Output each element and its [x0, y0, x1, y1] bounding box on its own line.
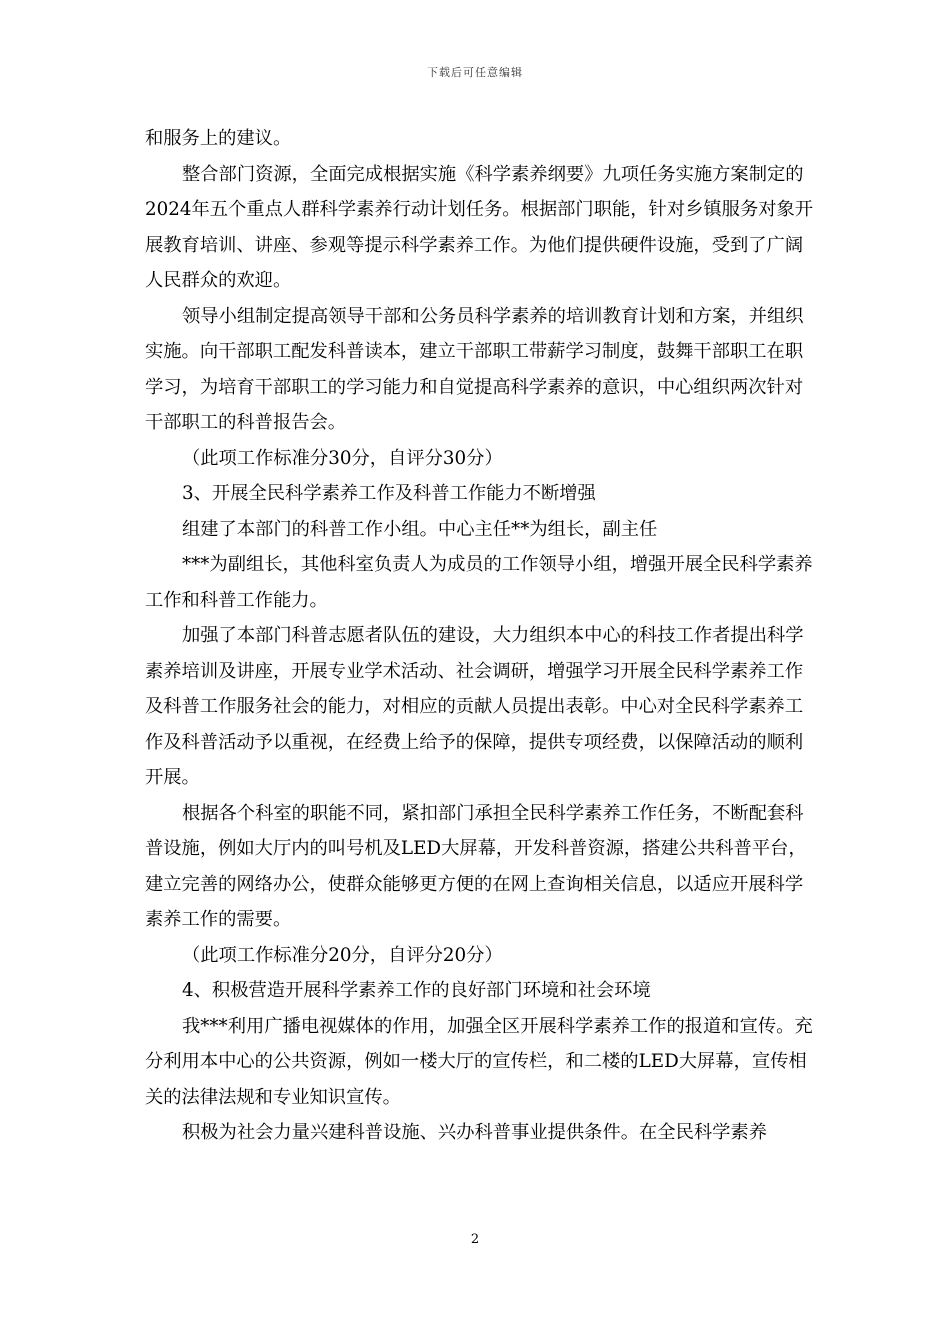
page-number: 2	[470, 1232, 480, 1247]
paragraph: 领导小组制定提高领导干部和公务员科学素养的培训教育计划和方案，并组织实施。向干部职工配发科普读本，建立干部职工带薪学习制度，鼓舞干部职工在职学习，为培育干部职工的学习能力和自觉提高科学素养的意识，中心组织两次针对干部职工的科普报告会。	[145, 305, 804, 433]
section-heading: 4、积极营造开展科学素养工作的良好部门环境和社会环境	[182, 980, 651, 1001]
paragraph: 组建了本部门的科普工作小组。中心主任**为组长，副主任	[182, 518, 658, 540]
paragraph: 加强了本部门科普志愿者队伍的建设，大力组织本中心的科技工作者提出科学素养培训及讲座，开展专业学术活动、社会调研，增强学习开展全民科学素养工作及科普工作服务社会的能力，对相应的贡献人员提出表彰。中心对全民科学素养工作及科普活动予以重视，在经费上给予的保障，提供专项经费，以保障活动的顺利开展。	[145, 625, 804, 788]
paragraph: 我***利用广播电视媒体的作用，加强全区开展科学素养工作的报道和宣传。充分利用本中心的公共资源，例如一楼大厅的宣传栏，和二楼的LED大屏幕，宣传相关的法律法规和专业知识宣传。	[145, 1015, 813, 1108]
document-body	[145, 121, 817, 1151]
paragraph: 根据各个科室的职能不同，紧扣部门承担全民科学素养工作任务，不断配套科普设施，例如大厅内的叫号机及LED大屏幕，开发科普资源，搭建公共科普平台，建立完善的网络办公，使群众能够更方便的在网上查询相关信息，以适应开展科学素养工作的需要。	[145, 802, 807, 930]
score-note: （此项工作标准分20分，自评分20分）	[182, 944, 503, 966]
paragraph: 整合部门资源，全面完成根据实施《科学素养纲要》九项任务实施方案制定的2024年五个重点人群科学素养行动计划任务。根据部门职能，针对乡镇服务对象开展教育培训、讲座、参观等提示科学素养工作。为他们提供硬件设施，受到了广阔人民群众的欢迎。	[145, 163, 814, 291]
section-heading: 3、开展全民科学素养工作及科普工作能力不断增强	[182, 483, 596, 504]
paragraph: 和服务上的建议。	[145, 128, 292, 149]
page-header: 下载后可任意编辑	[427, 66, 523, 79]
paragraph: 积极为社会力量兴建科普设施、兴办科普事业提供条件。在全民科学素养	[182, 1122, 767, 1143]
score-note: （此项工作标准分30分，自评分30分）	[182, 447, 503, 469]
paragraph: ***为副组长，其他科室负责人为成员的工作领导小组，增强开展全民科学素养工作和科普工作能力。	[145, 554, 813, 611]
